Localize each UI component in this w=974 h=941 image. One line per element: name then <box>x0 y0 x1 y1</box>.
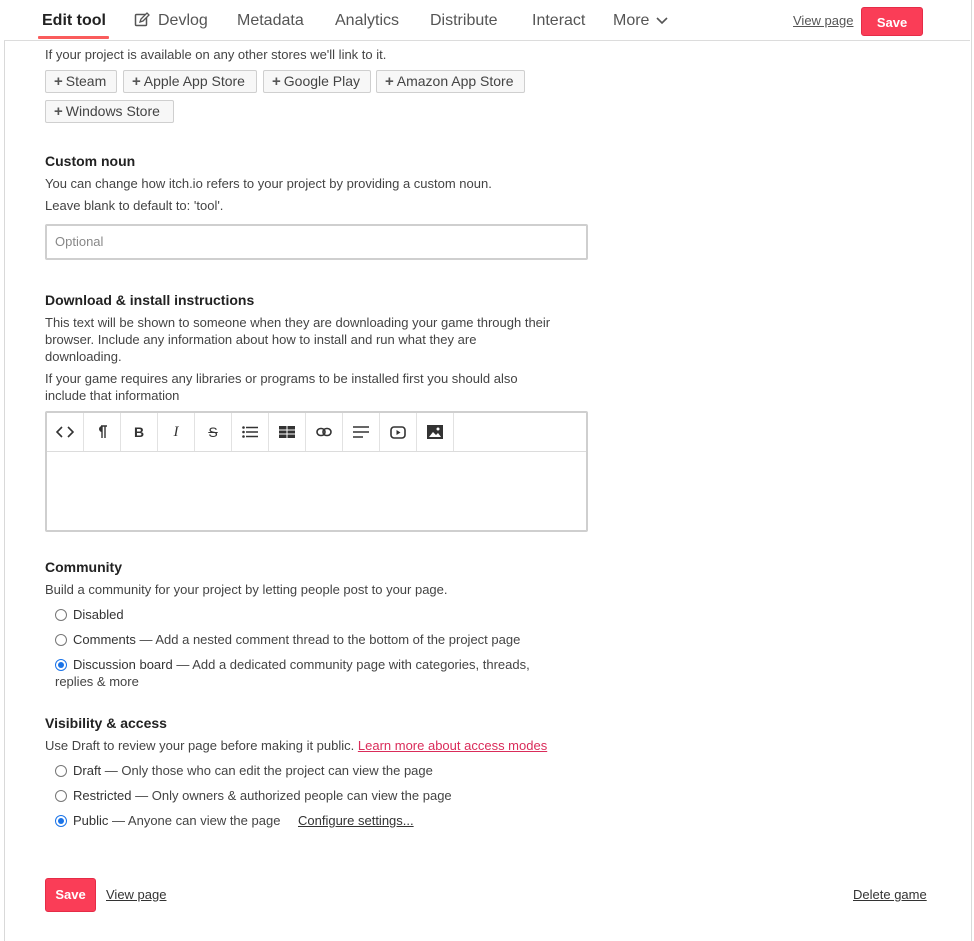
add-apple-app-store-button[interactable]: + Apple App Store <box>123 70 257 93</box>
tab-edit-tool[interactable]: Edit tool <box>42 12 106 29</box>
save-button[interactable]: Save <box>861 7 923 36</box>
configure-settings-link[interactable]: Configure settings... <box>298 813 414 828</box>
view-page-link[interactable]: View page <box>793 13 854 28</box>
align-icon[interactable] <box>343 413 380 451</box>
custom-noun-heading: Custom noun <box>45 153 136 169</box>
link-icon[interactable] <box>306 413 343 451</box>
delete-game-link[interactable]: Delete game <box>853 887 927 902</box>
install-desc-line2: browser. Include any information about how to install and run what they are <box>45 332 477 347</box>
tab-devlog[interactable]: Devlog <box>158 12 208 29</box>
visibility-public-radio[interactable] <box>55 815 67 827</box>
italic-icon[interactable]: I <box>158 413 195 451</box>
community-discussion-board-radio[interactable] <box>55 659 67 671</box>
custom-noun-input[interactable]: Optional <box>45 224 588 260</box>
install-heading: Download & install instructions <box>45 292 255 308</box>
stores-intro: If your project is available on any other stores we'll link to it. <box>45 47 387 62</box>
visibility-restricted-radio[interactable] <box>55 790 67 802</box>
editor-toolbar <box>47 413 586 452</box>
strikethrough-icon[interactable]: S <box>195 413 232 451</box>
add-steam-button[interactable]: + Steam <box>45 70 117 93</box>
learn-access-modes-link[interactable]: Learn more about access modes <box>357 738 548 753</box>
save-button-bottom[interactable]: Save <box>45 878 96 912</box>
add-google-play-button[interactable]: + Google Play <box>263 70 371 93</box>
install-desc-line3: downloading. <box>45 349 122 364</box>
add-amazon-app-store-button[interactable]: + Amazon App Store <box>376 70 525 93</box>
video-icon[interactable] <box>380 413 417 451</box>
plus-icon: + <box>132 73 141 90</box>
tab-interact[interactable]: Interact <box>532 12 586 29</box>
community-disabled-label[interactable]: Disabled <box>73 607 124 622</box>
code-icon[interactable] <box>47 413 84 451</box>
visibility-draft-radio[interactable] <box>55 765 67 777</box>
visibility-draft-label[interactable]: Draft — Only those who can edit the project can view the page <box>73 763 433 778</box>
community-comments-radio[interactable] <box>55 634 67 646</box>
tab-analytics[interactable]: Analytics <box>335 12 400 29</box>
image-icon[interactable] <box>417 413 454 451</box>
community-desc: Build a community for your project by letting people post to your page. <box>45 582 448 597</box>
tab-distribute[interactable]: Distribute <box>430 12 498 29</box>
bold-icon[interactable]: B <box>121 413 158 451</box>
custom-noun-default: Leave blank to default to: 'tool'. <box>45 198 224 213</box>
visibility-restricted-label[interactable]: Restricted — Only owners & authorized people can view the page <box>73 788 452 803</box>
add-windows-store-button[interactable]: + Windows Store <box>45 100 174 123</box>
install-desc-line1: This text will be shown to someone when they are downloading your game through their <box>45 315 551 330</box>
install-instructions-editor[interactable] <box>45 411 588 532</box>
visibility-desc: Use Draft to review your page before making it public. Learn more about access modes <box>45 738 548 753</box>
view-page-link-bottom[interactable]: View page <box>106 887 167 902</box>
custom-noun-desc: You can change how itch.io refers to your project by providing a custom noun. <box>45 176 492 191</box>
plus-icon: + <box>54 103 63 120</box>
table-icon[interactable] <box>269 413 306 451</box>
edit-icon <box>134 12 150 28</box>
install-desc2-line2: include that information <box>45 388 180 403</box>
visibility-heading: Visibility & access <box>45 715 167 731</box>
paragraph-icon[interactable] <box>84 413 121 451</box>
bullet-list-icon[interactable] <box>232 413 269 451</box>
plus-icon: + <box>272 73 281 90</box>
community-discussion-board-label-cont: replies & more <box>55 674 139 689</box>
install-desc2-line1: If your game requires any libraries or programs to be installed first you should also <box>45 371 518 386</box>
plus-icon: + <box>54 73 63 90</box>
visibility-public-label[interactable]: Public — Anyone can view the page <box>73 813 281 828</box>
tab-metadata[interactable]: Metadata <box>237 12 304 29</box>
community-discussion-board-label[interactable]: Discussion board — Add a dedicated community page with categories, threads, <box>73 657 530 672</box>
community-disabled-radio[interactable] <box>55 609 67 621</box>
plus-icon: + <box>385 73 394 90</box>
community-heading: Community <box>45 559 122 575</box>
tab-more[interactable]: More <box>613 12 650 29</box>
chevron-down-icon[interactable] <box>655 13 669 27</box>
active-tab-indicator <box>38 36 109 39</box>
community-comments-label[interactable]: Comments — Add a nested comment thread to the bottom of the project page <box>73 632 521 647</box>
